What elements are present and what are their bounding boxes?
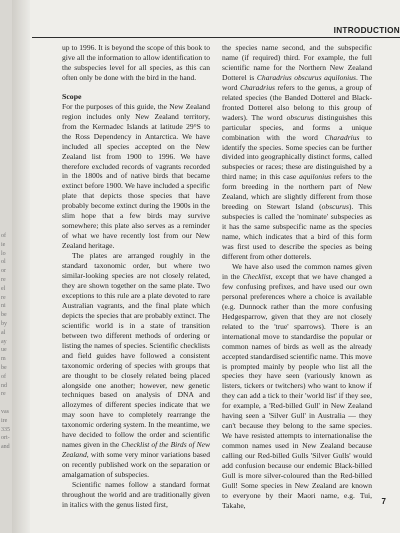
page-number: 7: [381, 497, 386, 506]
page-spine-shadow: [12, 0, 30, 533]
text-run: the species name second, and the subspecific name (if required) third. For example, the full scientific name for the Northern New Zealand Dotterel is: [222, 43, 372, 82]
facing-page-text-fragments: of ie lo ol or re el re ni be by al ay ue m be of nd re vas ire 335 ort- and: [1, 233, 10, 451]
para3-text: The plates are arranged roughly in the standard taxonomic order, but where two similar-looking species are not closely related, they are shown together on the same plate. Two exceptions to this rule are a plate devoted to rare Australian vagrants, and the final plate which depicts the species that are probably extinct. The scientific world is in a state of transition between two different methods of ordering or listing the names of species. Scientific checklists and field guides have followed a consistent taxonomic ordering of species with groups that are thought to be closely related being placed alongside one another; however, new genetic techniques based on analysis of DNA and allozymes of different species indicate that we may soon have to completely rearrange the taxonomic ordering system. In the meantime, we have decided to follow the order and scientific names given in the: [62, 251, 210, 450]
right-paragraph-1: [222, 43, 372, 262]
scientific-name: obscurus: [321, 202, 349, 212]
text-run: We have also used the common names given in the: [222, 261, 372, 281]
left-paragraph-3: [62, 251, 210, 480]
text-run: . The word: [222, 72, 372, 92]
header-rule: [32, 37, 400, 38]
right-paragraph-2: [222, 262, 372, 511]
checklist-title: Checklist: [242, 271, 271, 281]
text-run: refers to the genus, a group of related species (the Banded Dotterel and Black-fronted Dotterel also belong to this group of waders). The word: [222, 82, 372, 122]
checklist-title: Checklist of the Birds of New Zealand: [62, 440, 210, 460]
left-paragraph-1: up to 1996. It is beyond the scope of this book to give all the information to allow identification to the subspecies level for all species, as this can often only be done with the bird in the hand.: [62, 43, 210, 82]
book-page: [12, 0, 400, 533]
right-column: [222, 43, 372, 511]
running-header: [32, 26, 400, 38]
text-run: to identify the species. Some species can be further divided into geographically distinct forms, called subspecies or races; these are distinguished by a third name; in this case: [222, 132, 372, 182]
scientific-name: Charadrius: [240, 82, 275, 92]
left-column: [62, 43, 210, 510]
scientific-name: Charadrius obscurus aquilonius: [256, 72, 356, 82]
scientific-name: Charadrius: [324, 132, 360, 142]
text-run: , except that we have changed a few confusing prefixes, and have used our own personal preferences where a choice is available (e.g. Dunnock rather than the more confusing Hedgesparrow, given that they are not closely related to the 'true' sparrows). There is an international move to standardise the popular or common names of birds as well as the already accepted standardised scientific name. This move is prompted mainly by people who list all the species they have seen (variously known as listers, tickers or twitchers) who want to know if they can add a tick to their 'world list' if they see, for example, a 'Red-billed Gull' in New Zealand having seen a 'Silver Gull' in Australia — they can't because they belong to the same species. We have resisted attempts to internationalise the common names used in New Zealand because calling our Red-billed Gulls 'Silver Gulls' would add confusion because our endemic Black-billed Gull is more silver-coloured than the Red-billed Gull! Some species in New Zealand are known to everyone by their Maori name, e.g. Tui, Takahe,: [222, 271, 372, 510]
left-paragraph-2: For the purposes of this guide, the New Zealand region includes only New Zealand territory, from the Kermadec Islands at latitude 29°S to the Ross Dependency in Antarctica. We have included all species accepted on the New Zealand list from 1900 to 1996. We have therefore excluded records of vagrants recorded in the 1800s and of native birds that became extinct before 1900. We have included a specific plate that depicts those species that have probably become extinct during the 1900s in the slim hope that a few birds may survive somewhere; this plate also serves as a reminder of what we have recently lost from our New Zealand heritage.: [62, 101, 210, 251]
scientific-name: aquilonius: [299, 172, 331, 182]
para3-end: , with some very minor variations based on recently published work on the separation or amalgamation of subspecies.: [62, 450, 210, 480]
facing-page-edge: [0, 0, 12, 533]
scientific-name: obscurus: [286, 112, 314, 122]
text-run: refers to the form breeding in the northern part of New Zealand, which are slightly different from those breeding on Stewart Island (: [222, 172, 372, 212]
text-run: ). This subspecies is called the 'nominate' subspecies as it has the same subspecific name as the species name, which indicates that a bird of this form was first used to describe the species as being different from other dotterels.: [222, 202, 372, 262]
header-title: INTRODUCTION: [333, 26, 400, 35]
section-heading-scope: Scope: [62, 91, 82, 101]
left-paragraph-4: Scientific names follow a standard format throughout the world and are traditionally given in italics with the genus listed first,: [62, 480, 210, 509]
text-run: distinguishes this particular species, and forms a unique combination with the word: [222, 112, 373, 142]
